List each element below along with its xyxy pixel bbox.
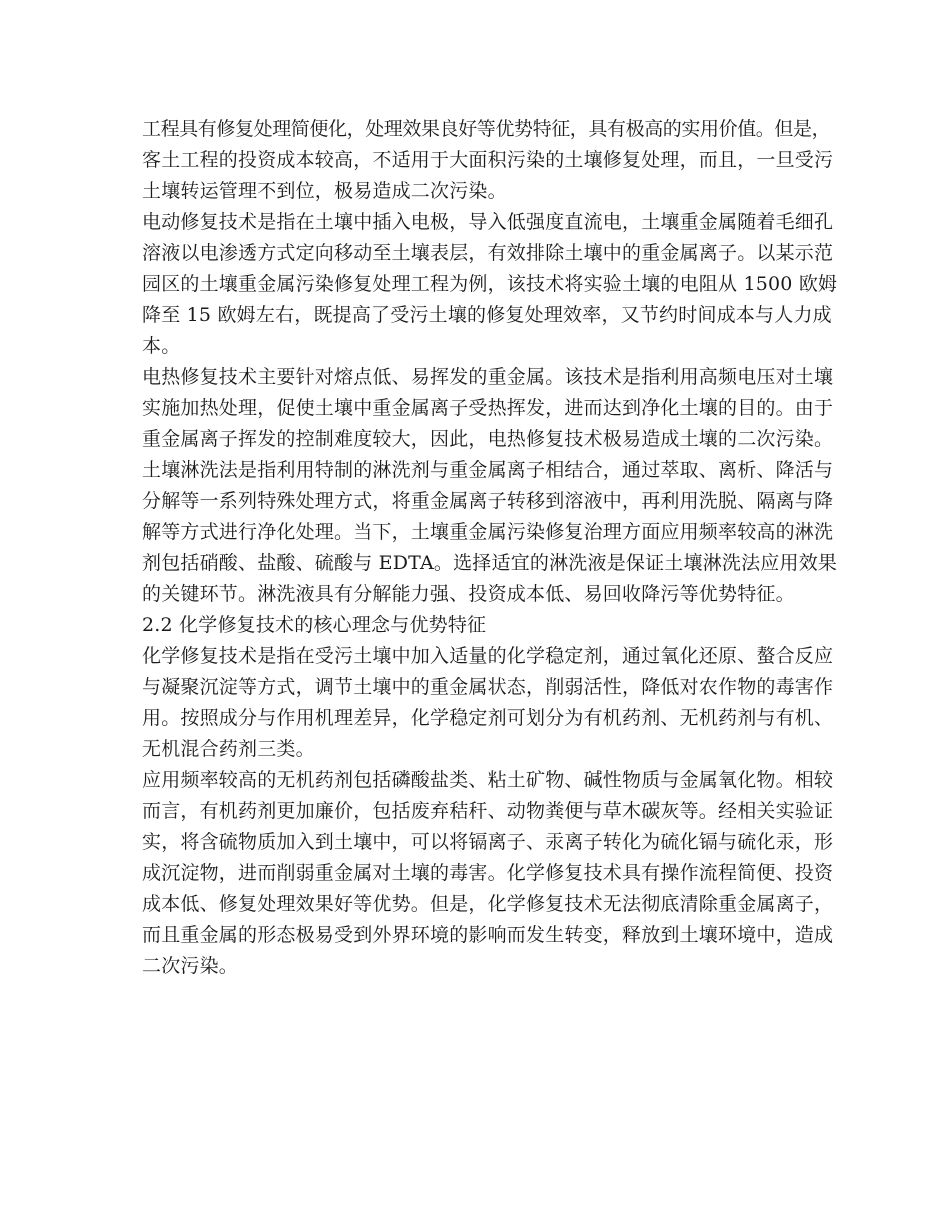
paragraph-line: 土壤转运管理不到位，极易造成二次污染。 — [142, 180, 507, 202]
paragraph-line: 的关键环节。淋洗液具有分解能力强、投资成本低、易回收降污等优势特征。 — [142, 583, 795, 605]
paragraph-line: 实施加热处理，促使土壤中重金属离子受热挥发，进而达到净化土壤的目的。由于 — [142, 397, 834, 419]
paragraph-line: 降至 15 欧姆左右，既提高了受污土壤的修复处理效率，又节约时间成本与人力成 — [142, 304, 832, 326]
paragraph-line: 而言，有机药剂更加廉价，包括废弃秸秆、动物粪便与草木碳灰等。经相关实验证 — [142, 800, 834, 822]
paragraph-line: 重金属离子挥发的控制难度较大，因此，电热修复技术极易造成土壤的二次污染。 — [142, 428, 834, 450]
paragraph-line: 剂包括硝酸、盐酸、硫酸与 EDTA。选择适宜的淋洗液是保证土壤淋洗法应用效果 — [142, 552, 838, 574]
paragraph-line: 无机混合药剂三类。 — [142, 738, 315, 760]
paragraph-line: 与凝聚沉淀等方式，调节土壤中的重金属状态，削弱活性，降低对农作物的毒害作 — [142, 676, 834, 698]
paragraph-line: 成本低、修复处理效果好等优势。但是，化学修复技术无法彻底清除重金属离子， — [142, 893, 834, 915]
paragraph-line: 应用频率较高的无机药剂包括磷酸盐类、粘土矿物、碱性物质与金属氧化物。相较 — [142, 769, 834, 791]
paragraph-line: 分解等一系列特殊处理方式，将重金属离子转移到溶液中，再利用洗脱、隔离与降 — [142, 490, 834, 512]
paragraph-line: 土壤淋洗法是指利用特制的淋洗剂与重金属离子相结合，通过萃取、离析、降活与 — [142, 459, 834, 481]
paragraph-line: 化学修复技术是指在受污土壤中加入适量的化学稳定剂，通过氧化还原、螯合反应 — [142, 645, 834, 667]
paragraph-line: 本。 — [142, 335, 181, 357]
paragraph-line: 用。按照成分与作用机理差异，化学稳定剂可划分为有机药剂、无机药剂与有机、 — [142, 707, 834, 729]
section-heading: 2.2 化学修复技术的核心理念与优势特征 — [142, 614, 487, 636]
paragraph-line: 溶液以电渗透方式定向移动至土壤表层，有效排除土壤中的重金属离子。以某示范 — [142, 242, 834, 264]
paragraph-line: 客土工程的投资成本较高，不适用于大面积污染的土壤修复处理，而且，一旦受污 — [142, 149, 834, 171]
paragraph-line: 解等方式进行净化处理。当下，土壤重金属污染修复治理方面应用频率较高的淋洗 — [142, 521, 834, 543]
paragraph-line: 电动修复技术是指在土壤中插入电极，导入低强度直流电，土壤重金属随着毛细孔 — [142, 211, 834, 233]
document-body — [142, 114, 842, 982]
paragraph-line: 而且重金属的形态极易受到外界环境的影响而发生转变，释放到土壤环境中，造成 — [142, 924, 834, 946]
paragraph-line: 工程具有修复处理简便化，处理效果良好等优势特征，具有极高的实用价值。但是， — [142, 118, 831, 140]
paragraph-line: 二次污染。 — [142, 955, 239, 977]
paragraph-line: 实，将含硫物质加入到土壤中，可以将镉离子、汞离子转化为硫化镉与硫化汞，形 — [142, 831, 834, 853]
paragraph-line: 电热修复技术主要针对熔点低、易挥发的重金属。该技术是指利用高频电压对土壤 — [142, 366, 834, 388]
paragraph-line: 成沉淀物，进而削弱重金属对土壤的毒害。化学修复技术具有操作流程简便、投资 — [142, 862, 834, 884]
paragraph-line: 园区的土壤重金属污染修复处理工程为例，该技术将实验土壤的电阻从 1500 欧姆 — [142, 273, 838, 295]
